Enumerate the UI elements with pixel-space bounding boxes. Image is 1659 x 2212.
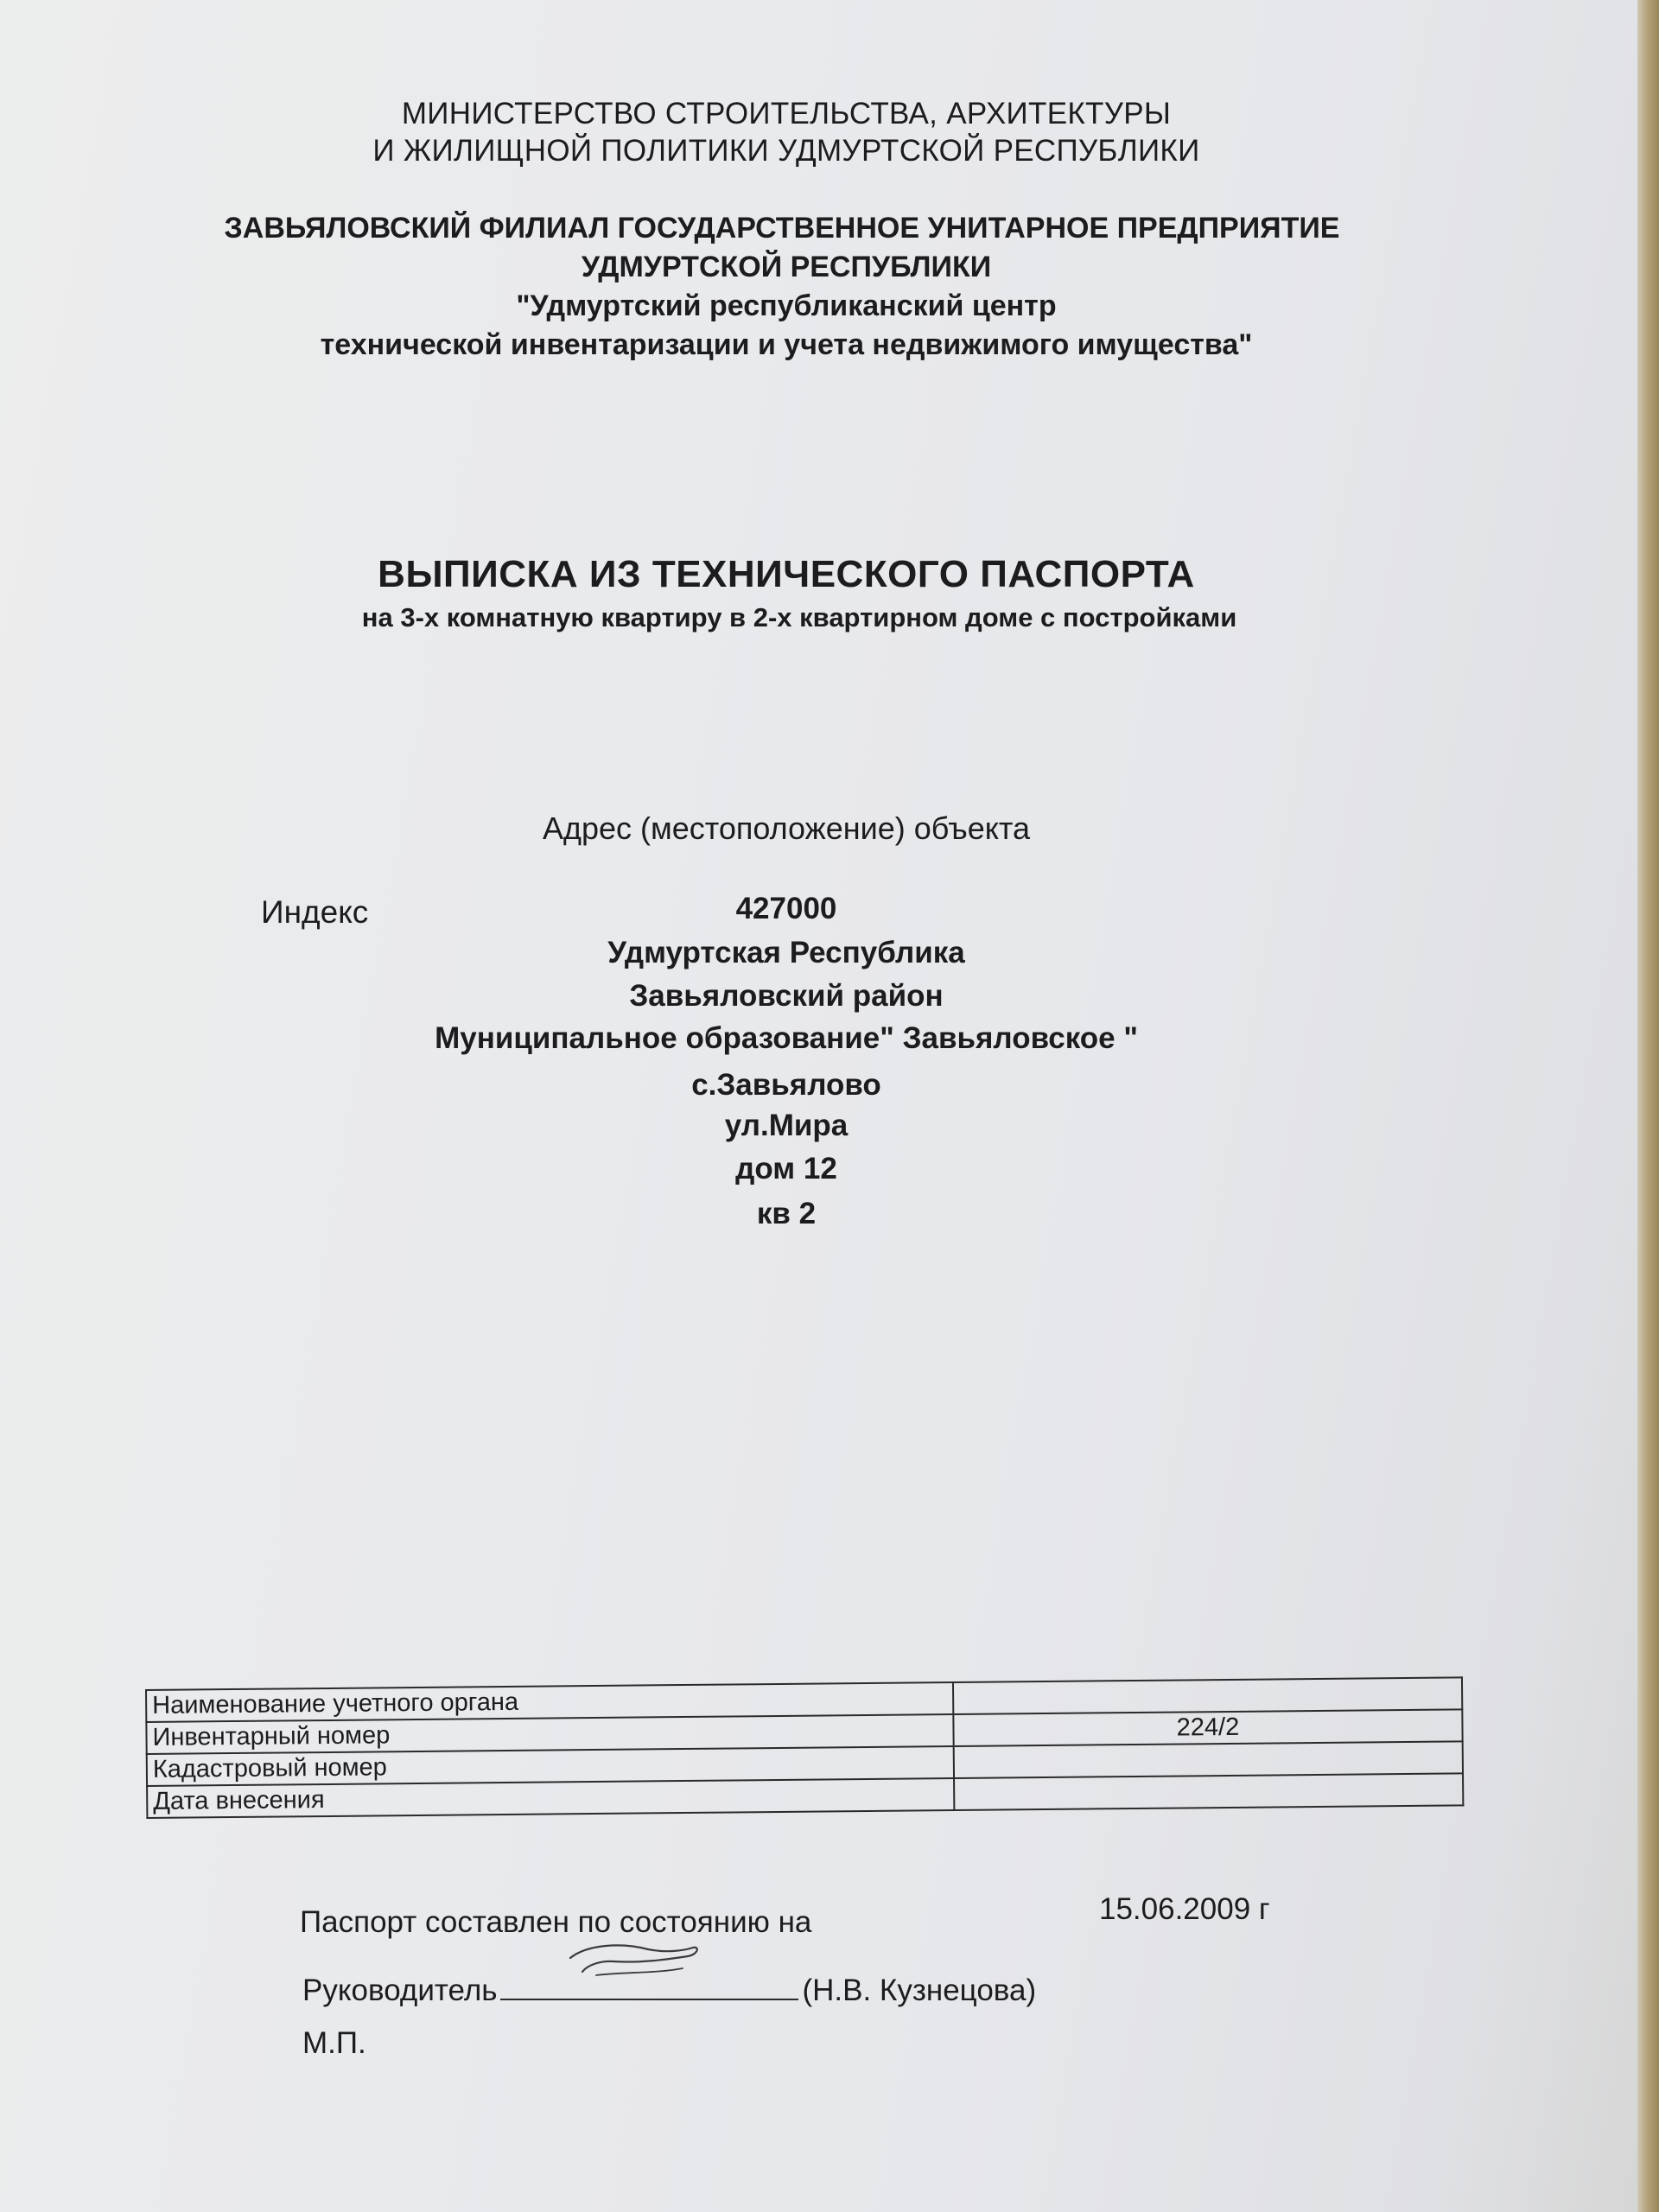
address-street: ул.Мира	[724, 1109, 849, 1142]
org-line-2: УДМУРТСКОЙ РЕСПУБЛИКИ	[581, 251, 992, 283]
paper-edge	[1637, 0, 1659, 2212]
signature-blank	[500, 1973, 798, 2000]
address-district: Завьяловский район	[629, 979, 944, 1013]
document-subtitle: на 3-х комнатную квартиру в 2-х квартирном доме с постройками	[361, 602, 1237, 632]
registry-value-cadastral	[954, 1741, 1463, 1778]
ministry-line-1: МИНИСТЕРСТВО СТРОИТЕЛЬСТВА, АРХИТЕКТУРЫ	[401, 97, 1172, 130]
org-line-4: технической инвентаризации и учета недвижимого имущества"	[320, 328, 1253, 361]
address-heading: Адрес (местоположение) объекта	[542, 810, 1030, 846]
registry-value-date	[954, 1773, 1463, 1810]
registry-label-date: Дата внесения	[147, 1778, 954, 1818]
org-line-3: "Удмуртский республиканский центр	[516, 289, 1057, 322]
address-apartment: кв 2	[756, 1197, 817, 1230]
head-label: Руководитель	[302, 1974, 498, 2007]
registry-label-cadastral: Кадастровый номер	[147, 1746, 954, 1786]
head-name: (Н.В. Кузнецова)	[802, 1974, 1037, 2007]
address-house: дом 12	[735, 1152, 837, 1185]
registry-value-authority	[953, 1677, 1462, 1714]
address-village: с.Завьялово	[691, 1068, 881, 1102]
registry-label-inventory: Инвентарный номер	[146, 1714, 953, 1754]
registry-value-inventory: 224/2	[953, 1709, 1462, 1746]
ministry-line-2: И ЖИЛИЩНОЙ ПОЛИТИКИ УДМУРТСКОЙ РЕСПУБЛИКИ	[372, 134, 1200, 168]
registry-label-authority: Наименование учетного органа	[146, 1682, 953, 1722]
passport-date-label: Паспорт составлен по состоянию на	[300, 1905, 812, 1939]
signature-line	[302, 1973, 1036, 2008]
stamp-label: М.П.	[302, 2026, 366, 2060]
org-line-1: ЗАВЬЯЛОВСКИЙ ФИЛИАЛ ГОСУДАРСТВЕННОЕ УНИТАРНОЕ ПРЕДПРИЯТИЕ	[224, 212, 1340, 245]
index-value: 427000	[735, 892, 837, 925]
document-title: ВЫПИСКА ИЗ ТЕХНИЧЕСКОГО ПАСПОРТА	[378, 553, 1195, 595]
address-region: Удмуртская Республика	[607, 936, 965, 969]
index-label: Индекс	[261, 894, 369, 930]
registry-table	[145, 1676, 1464, 1819]
address-municipality: Муниципальное образование" Завьяловское "	[435, 1021, 1138, 1055]
passport-date-value: 15.06.2009 г	[1099, 1892, 1270, 1926]
